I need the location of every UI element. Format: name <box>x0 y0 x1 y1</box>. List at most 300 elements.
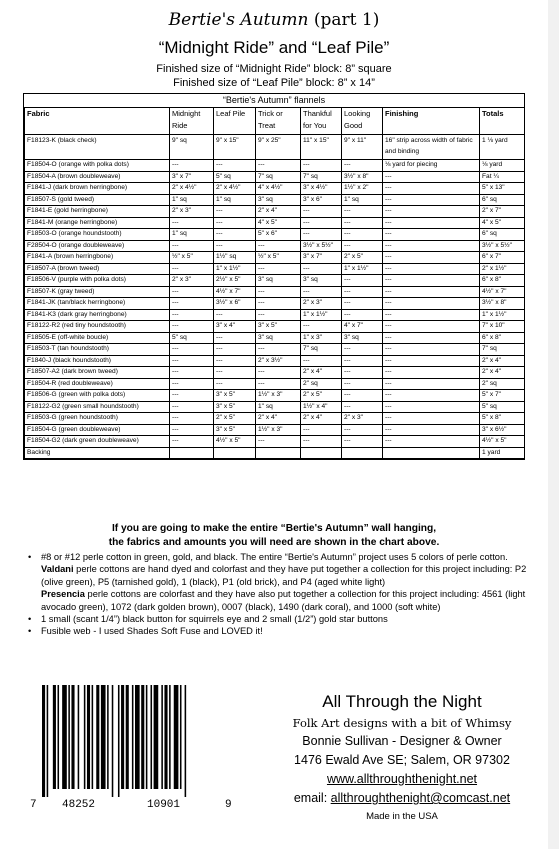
table-row <box>25 390 525 402</box>
table-cell: --- <box>342 286 383 298</box>
table-cell: F1841-JK (tan/black herringbone) <box>25 298 170 310</box>
table-row <box>25 194 525 206</box>
table-cell: ½" x 5" <box>170 252 214 264</box>
table-cell: --- <box>301 263 342 275</box>
valdani-name: Valdani <box>41 564 74 575</box>
table-cell: 3" sq <box>256 332 301 344</box>
table-cell: --- <box>301 321 342 333</box>
table-cell: --- <box>256 344 301 356</box>
table-row <box>25 160 525 172</box>
table-cell: --- <box>214 309 256 321</box>
table-cell: 1½" x 4" <box>301 401 342 413</box>
barcode-bar <box>135 685 140 789</box>
table-cell: --- <box>214 332 256 344</box>
table-cell: 3½" x 8" <box>342 171 383 183</box>
table-cell: --- <box>170 160 214 172</box>
table-cell: 2" x 4" <box>301 367 342 379</box>
table-cell: --- <box>170 344 214 356</box>
table-cell: 3" x 6½" <box>480 424 525 436</box>
table-cell: --- <box>342 390 383 402</box>
table-cell: 4½" x 5" <box>214 436 256 448</box>
table-cell: 3" sq <box>342 332 383 344</box>
table-cell: 1" sq <box>256 401 301 413</box>
table-cell: 2" sq <box>301 378 342 390</box>
table-cell: 1" x 1½" <box>480 309 525 321</box>
table-cell: ⅛ yard for piecing <box>383 160 480 172</box>
table-cell: F28504-O (orange doubleweave) <box>25 240 170 252</box>
table-row <box>25 298 525 310</box>
table-cell: 1½" x 3" <box>256 390 301 402</box>
table-cell: --- <box>383 252 480 264</box>
barcode-bar <box>164 685 167 789</box>
table-cell: --- <box>383 183 480 195</box>
address-line: 1476 Ewald Ave SE; Salem, OR 97302 <box>294 753 510 767</box>
table-cell: 3" sq <box>256 194 301 206</box>
supplies-list <box>28 551 528 638</box>
table-cell: --- <box>256 160 301 172</box>
table-cell: --- <box>342 355 383 367</box>
table-row <box>25 275 525 287</box>
table-cell: 5" x 13" <box>480 183 525 195</box>
table-cell: --- <box>342 309 383 321</box>
table-cell: --- <box>170 367 214 379</box>
barcode-group-left: 48252 <box>62 799 96 811</box>
table-cell: --- <box>383 332 480 344</box>
barcode-bar <box>96 685 99 789</box>
table-cell: --- <box>170 413 214 425</box>
barcode-bar <box>118 685 120 797</box>
table-cell: 2" x 4½" <box>214 183 256 195</box>
barcode-bar <box>62 685 67 789</box>
table-row <box>25 240 525 252</box>
company-tagline: Folk Art designs with a bit of Whimsy <box>292 716 512 730</box>
table-cell: --- <box>170 436 214 448</box>
table-cell: 1 ⅛ yard <box>480 135 525 160</box>
table-cell: 2" x 3" <box>170 206 214 218</box>
table-cell: --- <box>170 401 214 413</box>
table-cell: --- <box>342 240 383 252</box>
barcode-bar <box>132 685 134 789</box>
table-cell: F18123-K (black check) <box>25 135 170 160</box>
table-cell: 9" sq <box>170 135 214 160</box>
col-header: Finishing <box>383 108 480 135</box>
table-cell: 4" x 7" <box>342 321 383 333</box>
barcode-bar <box>151 685 153 789</box>
table-cell: 3" x 4" <box>214 321 256 333</box>
table-cell: --- <box>256 309 301 321</box>
table-cell: 6" x 7" <box>480 252 525 264</box>
table-cell: --- <box>383 275 480 287</box>
table-cell: 2" x 3" <box>342 413 383 425</box>
table-cell: 2" x 7" <box>480 206 525 218</box>
barcode-bar <box>68 685 70 789</box>
table-cell: --- <box>170 217 214 229</box>
table-cell: 4" x 4½" <box>256 183 301 195</box>
table-cell: 4" x 5" <box>480 217 525 229</box>
project-note-line1: If you are going to make the entire “Bertie's Autumn” wall hanging, <box>111 523 437 534</box>
barcode-bar <box>84 685 86 789</box>
table-cell: 3½" x 6" <box>214 298 256 310</box>
table-cell: ⅛ yard <box>480 160 525 172</box>
table-cell: 7" sq <box>301 344 342 356</box>
table-cell: 5" x 8" <box>480 413 525 425</box>
email-line <box>282 789 522 808</box>
table-cell: --- <box>214 160 256 172</box>
table-cell: 4" x 5" <box>256 217 301 229</box>
barcode-bar <box>126 685 129 789</box>
table-cell: --- <box>170 263 214 275</box>
table-cell: 6" x 8" <box>480 275 525 287</box>
table-cell: --- <box>214 355 256 367</box>
table-row <box>25 229 525 241</box>
list-item <box>28 625 528 637</box>
table-cell: --- <box>383 194 480 206</box>
table-cell: --- <box>301 436 342 448</box>
table-row <box>25 447 525 459</box>
table-cell: --- <box>383 378 480 390</box>
table-cell: F1841-M (orange herringbone) <box>25 217 170 229</box>
pattern-title <box>0 10 548 30</box>
table-cell: 2" x 5" <box>214 413 256 425</box>
table-cell: --- <box>256 286 301 298</box>
company-info <box>282 690 522 826</box>
table-cell: --- <box>342 401 383 413</box>
finished-sizes <box>0 62 548 90</box>
table-row <box>25 135 525 160</box>
email-label: email: <box>293 791 331 805</box>
pattern-subtitle: “Midnight Ride” and “Leaf Pile” <box>158 38 390 57</box>
perle-cotton-text: #8 or #12 perle cotton in green, gold, and black. The entire “Bertie's Autumn” project uses 5 colors of perle cotton. <box>41 552 508 562</box>
table-cell: --- <box>342 206 383 218</box>
table-cell: Backing <box>25 447 170 459</box>
table-cell: F18122-G2 (green small houndstooth) <box>25 401 170 413</box>
table-cell <box>214 447 256 459</box>
table-cell: --- <box>301 160 342 172</box>
table-row <box>25 401 525 413</box>
table-cell: 5" x 7" <box>480 390 525 402</box>
barcode-bar <box>42 685 45 797</box>
table-cell: --- <box>170 378 214 390</box>
table-cell: --- <box>214 240 256 252</box>
table-row <box>25 286 525 298</box>
table-cell: 3" x 4½" <box>301 183 342 195</box>
table-cell: --- <box>170 286 214 298</box>
table-cell: --- <box>383 390 480 402</box>
barcode-bar <box>169 685 171 789</box>
col-header: Totals <box>480 108 525 135</box>
table-cell: 3" x 7" <box>170 171 214 183</box>
fusible-text: Fusible web - I used Shades Soft Fuse and LOVED it! <box>41 626 263 637</box>
table-cell: --- <box>256 367 301 379</box>
fabric-table <box>23 93 525 460</box>
table-row <box>25 252 525 264</box>
table-cell: 11" x 15" <box>301 135 342 160</box>
website-link[interactable]: www.allthroughthenight.net <box>326 772 478 786</box>
table-cell: 1" sq <box>170 194 214 206</box>
barcode-digit-left: 7 <box>30 799 37 811</box>
table-cell: --- <box>301 424 342 436</box>
table-cell: F1841-E (gold herringbone) <box>25 206 170 218</box>
table-cell: F18503-T (tan houndstooth) <box>25 344 170 356</box>
barcode-bar <box>174 685 179 789</box>
table-cell: 2" x 4" <box>301 413 342 425</box>
barcode-bar <box>180 685 182 789</box>
table-cell: --- <box>383 286 480 298</box>
table-cell: 4½" x 7" <box>214 286 256 298</box>
table-cell: 3" x 5" <box>214 424 256 436</box>
table-row <box>25 309 525 321</box>
table-cell: 5" sq <box>170 332 214 344</box>
table-cell: --- <box>301 217 342 229</box>
table-row <box>25 436 525 448</box>
table-cell: 2" x 3" <box>301 298 342 310</box>
bullet-icon: • <box>28 614 32 625</box>
project-note <box>0 522 548 550</box>
table-cell: --- <box>383 321 480 333</box>
table-cell: --- <box>170 390 214 402</box>
barcode-bar <box>58 685 60 789</box>
table-row <box>25 378 525 390</box>
table-cell: 1" x 1½" <box>214 263 256 275</box>
table-cell <box>170 447 214 459</box>
table-cell: 3½" x 5½" <box>480 240 525 252</box>
table-cell: --- <box>383 401 480 413</box>
company-name: All Through the Night <box>322 692 482 711</box>
table-cell: 2" x 4" <box>256 206 301 218</box>
table-cell: --- <box>214 217 256 229</box>
table-cell: --- <box>383 263 480 275</box>
table-cell: F1841-K3 (dark gray herringbone) <box>25 309 170 321</box>
presencia-text: perle cottons are colorfast and they have also put together a collection for this project including: 4561 (light avocado green), 1072 (dark golden brown), 0007 (black), 1490 (dark coral), and 1000 (soft white) <box>41 589 526 612</box>
table-row <box>25 413 525 425</box>
barcode-bar <box>71 685 74 789</box>
table-cell: --- <box>383 298 480 310</box>
table-cell: 3½" x 8" <box>480 298 525 310</box>
barcode-bar <box>107 685 109 789</box>
bullet-icon: • <box>28 626 32 637</box>
table-cell: 2" x 5" <box>342 252 383 264</box>
table-cell: 2" x 3" <box>170 275 214 287</box>
table-row <box>25 367 525 379</box>
table-cell: --- <box>342 229 383 241</box>
barcode-bar <box>78 685 80 789</box>
table-cell: 6" sq <box>480 194 525 206</box>
table-cell: F18506-V (purple with polka dots) <box>25 275 170 287</box>
made-in-usa: Made in the USA <box>366 811 438 822</box>
table-cell: --- <box>342 217 383 229</box>
table-cell: --- <box>342 344 383 356</box>
table-cell: --- <box>301 229 342 241</box>
table-cell: F18507-K (gray tweed) <box>25 286 170 298</box>
barcode-bar <box>101 685 106 789</box>
table-row <box>25 183 525 195</box>
table-cell: --- <box>383 355 480 367</box>
table-cell: 7" sq <box>256 171 301 183</box>
barcode-bar <box>146 685 148 789</box>
table-caption: “Bertie's Autumn” flannels <box>222 95 326 105</box>
title-part: (part 1) <box>313 10 380 30</box>
table-cell <box>256 447 301 459</box>
table-body <box>25 135 525 459</box>
table-cell: F18503-G (green houndstooth) <box>25 413 170 425</box>
table-cell: 2" x 4" <box>480 367 525 379</box>
table-cell: --- <box>383 171 480 183</box>
table-cell: F1841-A (brown herringbone) <box>25 252 170 264</box>
table-cell: 2" x 4½" <box>170 183 214 195</box>
table-cell: --- <box>256 378 301 390</box>
project-note-line2: the fabrics and amounts you will need are shown in the chart above. <box>108 537 440 548</box>
table-cell: F1840-J (black houndstooth) <box>25 355 170 367</box>
table-row <box>25 321 525 333</box>
table-cell: Fat ¼ <box>480 171 525 183</box>
finished-size-midnight-ride: Finished size of “Midnight Ride” block: 8” square <box>156 63 392 75</box>
table-cell: F18504-R (red doubleweave) <box>25 378 170 390</box>
barcode-bar <box>47 685 49 797</box>
designer-line: Bonnie Sullivan - Designer & Owner <box>302 734 502 748</box>
barcode-bar <box>112 685 114 797</box>
table-cell: ½" x 5" <box>256 252 301 264</box>
table-cell: 3" x 5" <box>214 401 256 413</box>
table-cell: 2" sq <box>480 378 525 390</box>
table-cell: --- <box>256 263 301 275</box>
table-cell: 2" x 4" <box>256 413 301 425</box>
table-cell: --- <box>342 436 383 448</box>
table-row <box>25 424 525 436</box>
table-row <box>25 217 525 229</box>
table-cell: --- <box>383 240 480 252</box>
table-cell: 7" sq <box>480 344 525 356</box>
table-cell: --- <box>214 206 256 218</box>
table-cell <box>301 447 342 459</box>
table-cell <box>383 447 480 459</box>
table-row <box>25 355 525 367</box>
table-cell: 7" sq <box>301 171 342 183</box>
col-header: Fabric <box>25 108 170 135</box>
table-cell: 3" x 5" <box>256 321 301 333</box>
col-header: Midnight Ride <box>170 108 214 135</box>
table-cell: 2" x 3½" <box>256 355 301 367</box>
table-cell: F18505-E (off-white boucle) <box>25 332 170 344</box>
table-cell: --- <box>342 160 383 172</box>
fabric-grid <box>24 107 525 459</box>
table-cell: --- <box>342 378 383 390</box>
table-cell: --- <box>214 378 256 390</box>
table-cell: 1½" x 3" <box>256 424 301 436</box>
col-header: Looking Good <box>342 108 383 135</box>
barcode-digit-right: 9 <box>225 799 232 811</box>
table-row <box>25 171 525 183</box>
table-cell: 1 yard <box>480 447 525 459</box>
table-cell: --- <box>383 229 480 241</box>
table-cell: --- <box>170 424 214 436</box>
table-cell: --- <box>383 367 480 379</box>
presencia-name: Presencia <box>41 589 85 600</box>
table-cell: 1" sq <box>170 229 214 241</box>
table-cell: 2½" x 5" <box>214 275 256 287</box>
table-cell: F18504-G (green doubleweave) <box>25 424 170 436</box>
table-cell: 9" x 25" <box>256 135 301 160</box>
table-cell: --- <box>383 424 480 436</box>
table-cell: --- <box>214 229 256 241</box>
table-cell: 4½" x 7" <box>480 286 525 298</box>
table-cell: F18506-G (green with polka dots) <box>25 390 170 402</box>
table-row <box>25 263 525 275</box>
table-cell: --- <box>383 413 480 425</box>
table-cell: F1841-J (dark brown herringbone) <box>25 183 170 195</box>
table-header-row <box>25 108 525 135</box>
buttons-text: 1 small (scant 1/4”) black button for squirrels eye and 2 small (1/2”) gold star buttons <box>41 614 388 625</box>
table-cell: 1" x 3" <box>301 332 342 344</box>
table-cell: 3" sq <box>256 275 301 287</box>
table-cell: 3" sq <box>301 275 342 287</box>
table-cell: 2" x 1½" <box>480 263 525 275</box>
barcode-bar <box>185 685 187 797</box>
table-cell: --- <box>342 298 383 310</box>
table-cell: F18507-A (brown tweed) <box>25 263 170 275</box>
table-cell: --- <box>342 367 383 379</box>
barcode-bar <box>53 685 56 789</box>
table-cell: F18507-A2 (dark brown tweed) <box>25 367 170 379</box>
table-cell: 5" x 6" <box>256 229 301 241</box>
table-cell: --- <box>170 321 214 333</box>
table-cell: 5" sq <box>480 401 525 413</box>
table-cell: --- <box>256 436 301 448</box>
table-cell: 9" x 11" <box>342 135 383 160</box>
list-item <box>28 551 528 613</box>
list-item <box>28 613 528 625</box>
table-cell <box>342 447 383 459</box>
email-link[interactable]: allthroughthenight@comcast.net <box>330 791 511 805</box>
table-cell: 2" x 4" <box>480 355 525 367</box>
bullet-icon: • <box>28 552 32 562</box>
table-cell: --- <box>383 436 480 448</box>
table-cell: F18503-O (orange houndstooth) <box>25 229 170 241</box>
table-row <box>25 332 525 344</box>
table-cell: 16" strip across width of fabric and binding <box>383 135 480 160</box>
table-cell: 1" x 1½" <box>342 263 383 275</box>
table-cell: --- <box>256 298 301 310</box>
table-cell: F18122-R2 (red tiny houndstooth) <box>25 321 170 333</box>
table-cell: --- <box>342 424 383 436</box>
table-cell: 2" x 5" <box>301 390 342 402</box>
table-cell: --- <box>342 275 383 287</box>
table-cell: F18504-G2 (dark green doubleweave) <box>25 436 170 448</box>
table-cell: --- <box>383 206 480 218</box>
table-cell: F18504-A (brown doubleweave) <box>25 171 170 183</box>
table-cell: --- <box>170 309 214 321</box>
table-cell: --- <box>170 240 214 252</box>
table-cell: 5" sq <box>214 171 256 183</box>
table-cell: 1½" x 2" <box>342 183 383 195</box>
barcode-group-right: 10901 <box>147 799 181 811</box>
table-cell: --- <box>256 240 301 252</box>
table-cell: --- <box>170 298 214 310</box>
table-cell: 3" x 6" <box>301 194 342 206</box>
col-header: Trick or Treat <box>256 108 301 135</box>
table-row <box>25 344 525 356</box>
table-cell: 1½" sq <box>214 252 256 264</box>
table-cell: --- <box>214 344 256 356</box>
table-cell: --- <box>383 344 480 356</box>
table-cell: 3" x 5" <box>214 390 256 402</box>
barcode <box>30 683 235 811</box>
table-cell: --- <box>383 309 480 321</box>
valdani-text: perle cottons are hand dyed and colorfast and they have put together a collection for this project including: P2 (olive green), P5 (tarnished gold), 1 (black), P1 (old brick), and P4 (aged white light) <box>41 564 527 587</box>
table-cell: --- <box>383 217 480 229</box>
table-cell: 6" sq <box>480 229 525 241</box>
col-header: Leaf Pile <box>214 108 256 135</box>
barcode-bar <box>154 685 159 789</box>
